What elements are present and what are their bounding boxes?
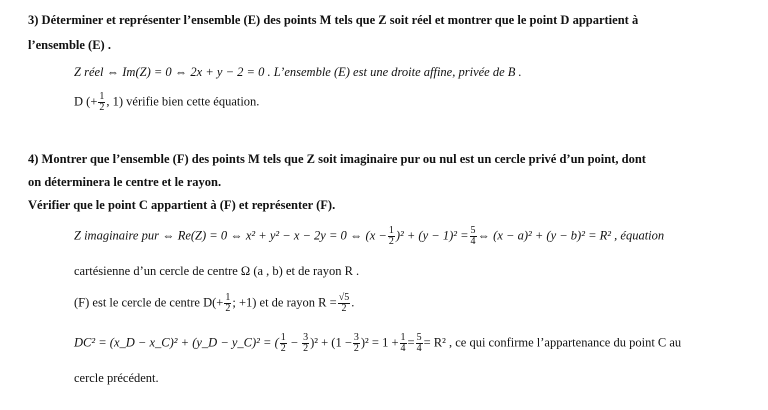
dc-equals: = (407, 335, 415, 350)
circle-mid: ; +1) et de rayon R = (232, 295, 337, 310)
fraction-num: 1 (280, 332, 286, 343)
eq-part-b-open: (x − (365, 228, 387, 243)
fraction-den: 2 (303, 343, 309, 354)
part4-dc-line (74, 333, 681, 354)
fraction-num: 5 (416, 332, 422, 343)
eq-part-c: ⇔ (x − a)² + (y − b)² = R² , équation (477, 228, 665, 243)
part4-heading-line1: 4) Montrer que l’ensemble (F) des points M tels que Z soit imaginaire pur ou nul est un cercle privé d’un point, dont (28, 152, 646, 166)
fraction-den: 2 (353, 343, 359, 354)
fraction-den: 2 (280, 343, 286, 354)
fraction-num: 3 (353, 332, 359, 343)
dc-part-d: = R² , ce qui confirme l’appartenance du point C au (423, 335, 682, 350)
part3-heading-line1: 3) Déterminer et représenter l’ensemble (E) des points M tels que Z soit réel et montrer que le point D appartient à (28, 13, 639, 27)
eq-part-a: Z imaginaire pur ⇔ Re(Z) = 0 ⇔ x² + y² − x − 2y = 0 ⇔ (74, 228, 366, 243)
part4-heading-line2: on déterminera le centre et le rayon. (28, 175, 222, 189)
dc-part-c: )² = 1 + (360, 335, 399, 350)
fraction-half (98, 92, 105, 113)
fraction (400, 333, 407, 354)
circle-prefix: (F) est le cercle de centre D(+ (74, 295, 224, 310)
fraction-num: 1 (388, 225, 394, 236)
fraction (280, 333, 287, 354)
part3-heading-line2: l’ensemble (E) . (28, 38, 111, 52)
fraction-den: 4 (400, 343, 406, 354)
part4-equation-line (74, 226, 664, 247)
fraction-num: 5 (470, 225, 476, 236)
fraction (353, 333, 360, 354)
fraction (302, 333, 309, 354)
fraction-num: 1 (99, 91, 105, 102)
fraction-num: √5 (338, 292, 350, 303)
check-suffix: , 1) vérifie bien cette équation. (106, 94, 260, 109)
fraction-den: 2 (99, 102, 105, 113)
fraction-half (388, 226, 395, 247)
fraction-num: 1 (225, 292, 231, 303)
fraction-num: 3 (303, 332, 309, 343)
dc-minus: − (287, 335, 302, 350)
fraction-den: 2 (225, 303, 231, 314)
check-prefix: D (+ (74, 94, 98, 109)
part4-circle-line: (F) est le cercle de centre D(+ $\frac{1}{2}$ ; +1) et de rayon R = $\frac{√5}{2}$ . (74, 292, 355, 314)
part4-heading-line3: Vérifier que le point C appartient à (F) et représenter (F). (28, 198, 336, 212)
fraction (416, 333, 423, 354)
dc-part-a: DC² = (x_D − x_C)² + (y_D − y_C)² = ( (74, 335, 279, 350)
fraction-den: 4 (416, 343, 422, 354)
fraction-den: 2 (388, 236, 394, 247)
dc-part-b: )² + (1 − (310, 335, 352, 350)
eq-part-b-close: )² + (y − 1)² = (395, 228, 469, 243)
part4-cartesian-line: cartésienne d’un cercle de centre Ω (a , b) et de rayon R . (74, 264, 360, 278)
fraction-radius (338, 293, 351, 314)
fraction-den: 2 (341, 303, 347, 314)
fraction-five-quarters (470, 226, 477, 247)
part3-check-line (74, 92, 259, 113)
part4-dc-end: cercle précédent. (74, 371, 159, 385)
fraction-num: 1 (400, 332, 406, 343)
fraction-den: 4 (470, 236, 476, 247)
part3-equivalence: Z réel ⇔ Im(Z) = 0 ⇔ 2x + y − 2 = 0 . L’ensemble (E) est une droite affine, privée de B . (74, 65, 522, 79)
fraction-half (224, 293, 231, 314)
